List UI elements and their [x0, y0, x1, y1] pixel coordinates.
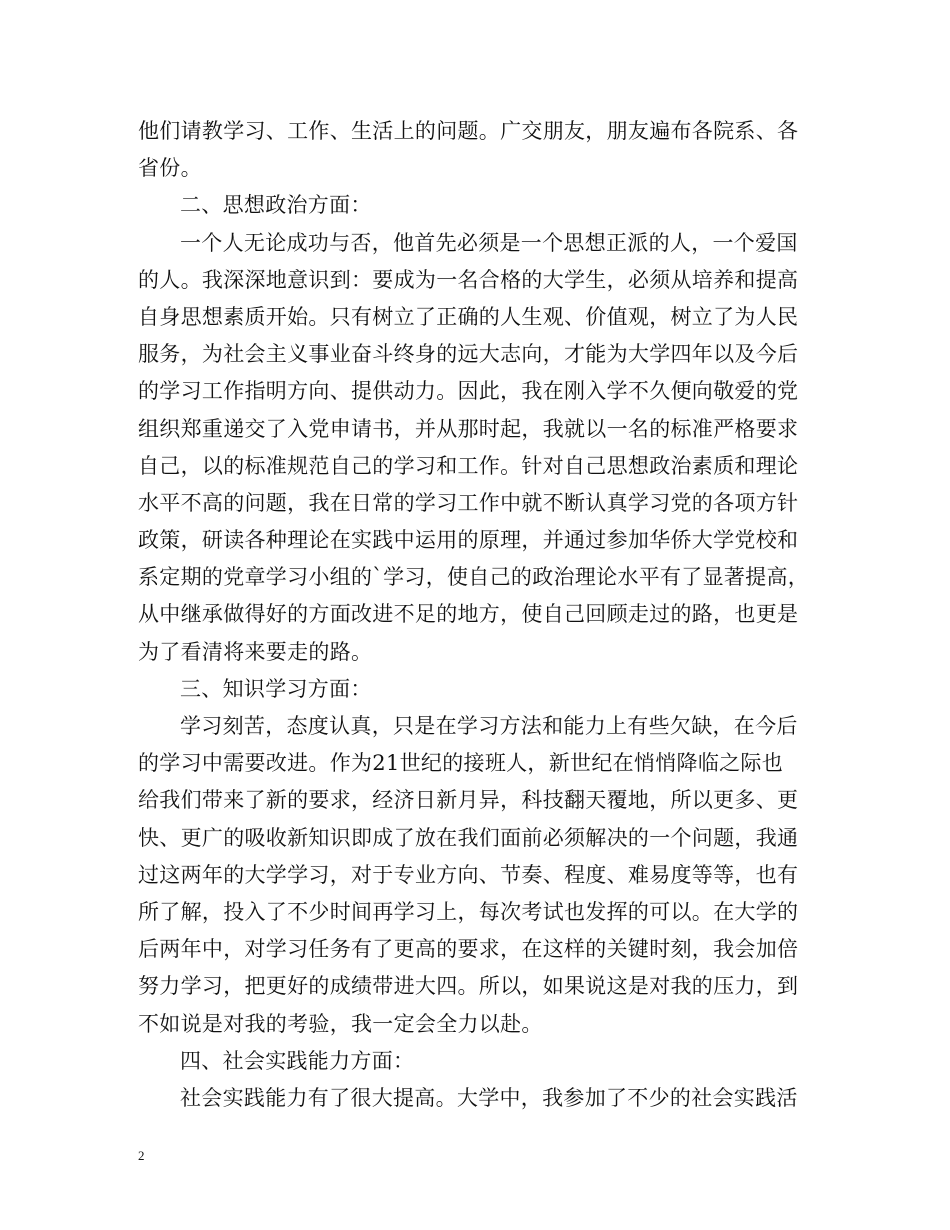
text-line: 组织郑重递交了入党申请书，并从那时起，我就以一名的标准严格要求 — [138, 416, 799, 441]
section-heading: 四、社会实践能力方面： — [180, 1048, 415, 1073]
text-line: 系定期的党章学习小组的`学习，使自己的政治理论水平有了显著提高， — [138, 565, 810, 590]
text-line: 努力学习，把更好的成绩带进大四。所以，如果说这是对我的压力，到 — [138, 974, 799, 999]
body-text — [138, 113, 818, 1117]
text-line: 他们请教学习、工作、生活上的问题。广交朋友，朋友遍布各院系、各 — [138, 119, 799, 143]
text-line: 的人。我深深地意识到：要成为一名合格的大学生，必须从培养和提高 — [138, 267, 799, 292]
text-line: 政策，研读各种理论在实践中运用的原理，并通过参加华侨大学党校和 — [138, 528, 799, 553]
text-line: 从中继承做得好的方面改进不足的地方，使自己回顾走过的路，也更是 — [138, 602, 799, 627]
text-line: 的学习工作指明方向、提供动力。因此，我在刚入学不久便向敬爱的党 — [138, 379, 799, 404]
paragraph-first-line: 学习刻苦，态度认真，只是在学习方法和能力上有些欠缺，在今后 — [180, 714, 798, 738]
text-line: 所了解，投入了不少时间再学习上，每次考试也发挥的可以。在大学的 — [138, 899, 799, 924]
page-number: 2 — [138, 1148, 145, 1163]
paragraph-first-line: 社会实践能力有了很大提高。大学中，我参加了不少的社会实践活 — [180, 1085, 798, 1110]
section-heading: 二、思想政治方面： — [180, 193, 372, 218]
text-line: 服务，为社会主义事业奋斗终身的远大志向，才能为大学四年以及今后 — [138, 342, 799, 367]
text-line: 省份。 — [138, 156, 202, 181]
paragraph-first-line: 一个人无论成功与否，他首先必须是一个思想正派的人，一个爱国 — [180, 230, 798, 255]
text-line: 过这两年的大学学习，对于专业方向、节奏、程度、难易度等等，也有 — [138, 862, 799, 887]
text-line: 不如说是对我的考验，我一定会全力以赴。 — [138, 1011, 543, 1036]
text-line: 的学习中需要改进。作为21世纪的接班人，新世纪在悄悄降临之际也 — [138, 751, 784, 776]
text-line: 快、更广的吸收新知识即成了放在我们面前必须解决的一个问题，我通 — [138, 825, 799, 850]
section-heading: 三、知识学习方面： — [180, 676, 372, 701]
text-line: 为了看清将来要走的路。 — [138, 639, 373, 664]
text-line: 给我们带来了新的要求，经济日新月异，科技翻天覆地，所以更多、更 — [138, 788, 799, 813]
text-line: 水平不高的问题，我在日常的学习工作中就不断认真学习党的各项方针 — [138, 490, 799, 515]
text-line: 自身思想素质开始。只有树立了正确的人生观、价值观，树立了为人民 — [138, 304, 799, 329]
text-line: 自己，以的标准规范自己的学习和工作。针对自己思想政治素质和理论 — [138, 453, 799, 478]
text-line: 后两年中，对学习任务有了更高的要求，在这样的关键时刻，我会加倍 — [138, 937, 799, 962]
